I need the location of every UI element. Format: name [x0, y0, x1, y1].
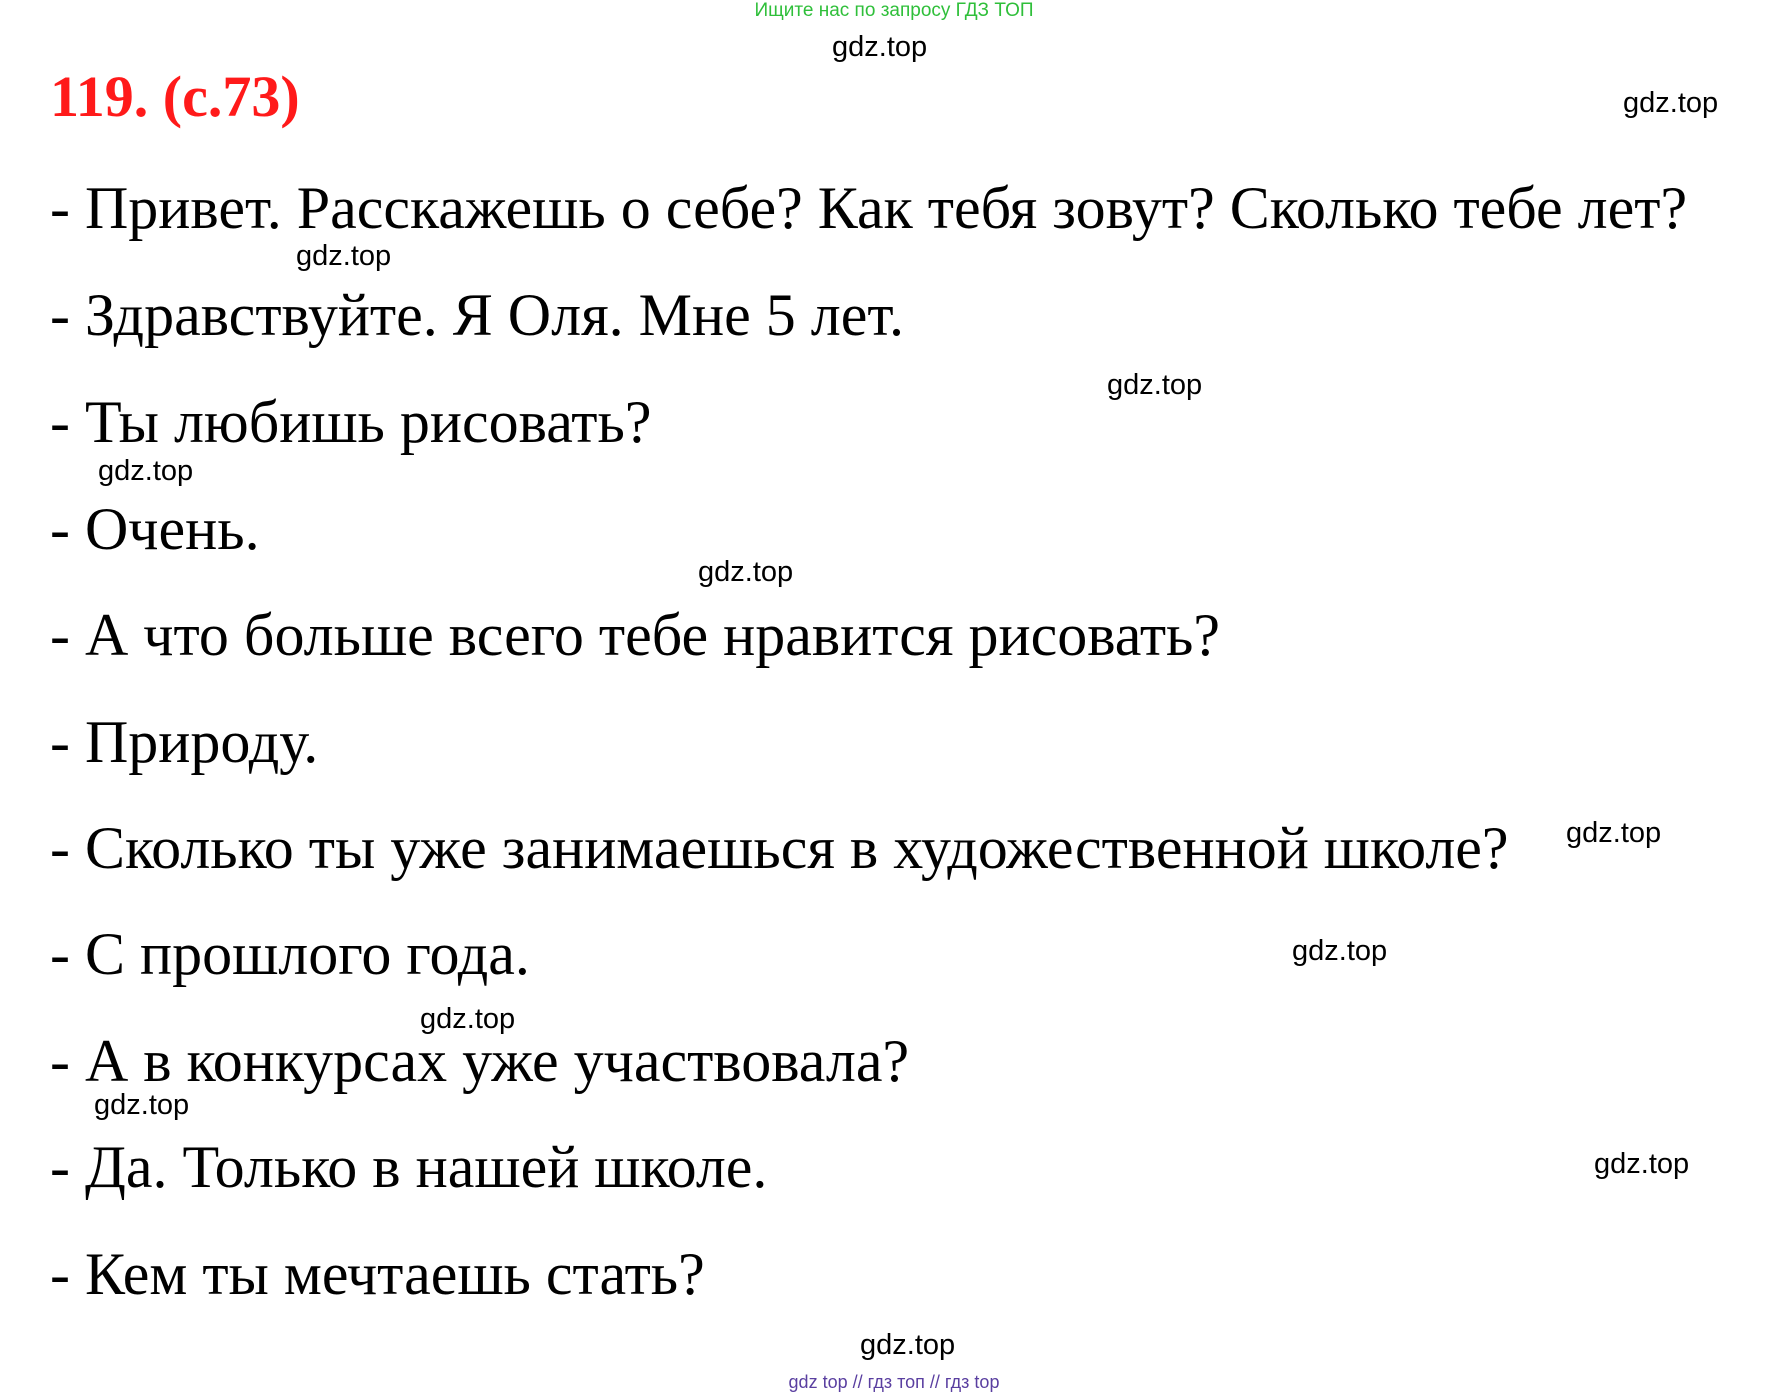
watermark: gdz.top: [1292, 935, 1388, 967]
dialogue-line-1: - Привет. Расскажешь о себе? Как тебя зовут? Сколько тебе лет?: [50, 175, 1688, 241]
watermark: gdz.top: [296, 240, 392, 272]
watermark: gdz.top: [94, 1089, 190, 1121]
top-banner: Ищите нас по запросу ГДЗ ТОП: [754, 0, 1034, 21]
watermark: gdz.top: [1107, 369, 1203, 401]
watermark: gdz.top: [1594, 1148, 1690, 1180]
dialogue-line-4: - Очень.: [50, 496, 260, 562]
dialogue-line-8: - С прошлого года.: [50, 921, 530, 987]
footer-watermark: gdz top // гдз топ // гдз top: [788, 1372, 1000, 1392]
dialogue-line-10: - Да. Только в нашей школе.: [50, 1134, 768, 1200]
watermark: gdz.top: [98, 455, 194, 487]
watermark: gdz.top: [1566, 817, 1662, 849]
dialogue-line-9: - А в конкурсах уже участвовала?: [50, 1028, 910, 1094]
watermark: gdz.top: [1623, 87, 1719, 119]
dialogue-line-11: - Кем ты мечтаешь стать?: [50, 1241, 705, 1307]
watermark: gdz.top: [420, 1003, 516, 1035]
dialogue-line-7: - Сколько ты уже занимаешься в художественной школе?: [50, 815, 1509, 881]
dialogue-line-3: - Ты любишь рисовать?: [50, 389, 652, 455]
exercise-title: 119. (с.73): [50, 64, 300, 129]
dialogue-line-6: - Природу.: [50, 709, 319, 775]
watermark: gdz.top: [832, 31, 928, 63]
watermark: gdz.top: [698, 556, 794, 588]
dialogue-line-5: - А что больше всего тебе нравится рисовать?: [50, 602, 1221, 668]
dialogue-line-2: - Здравствуйте. Я Оля. Мне 5 лет.: [50, 282, 905, 348]
watermark: gdz.top: [860, 1329, 956, 1361]
